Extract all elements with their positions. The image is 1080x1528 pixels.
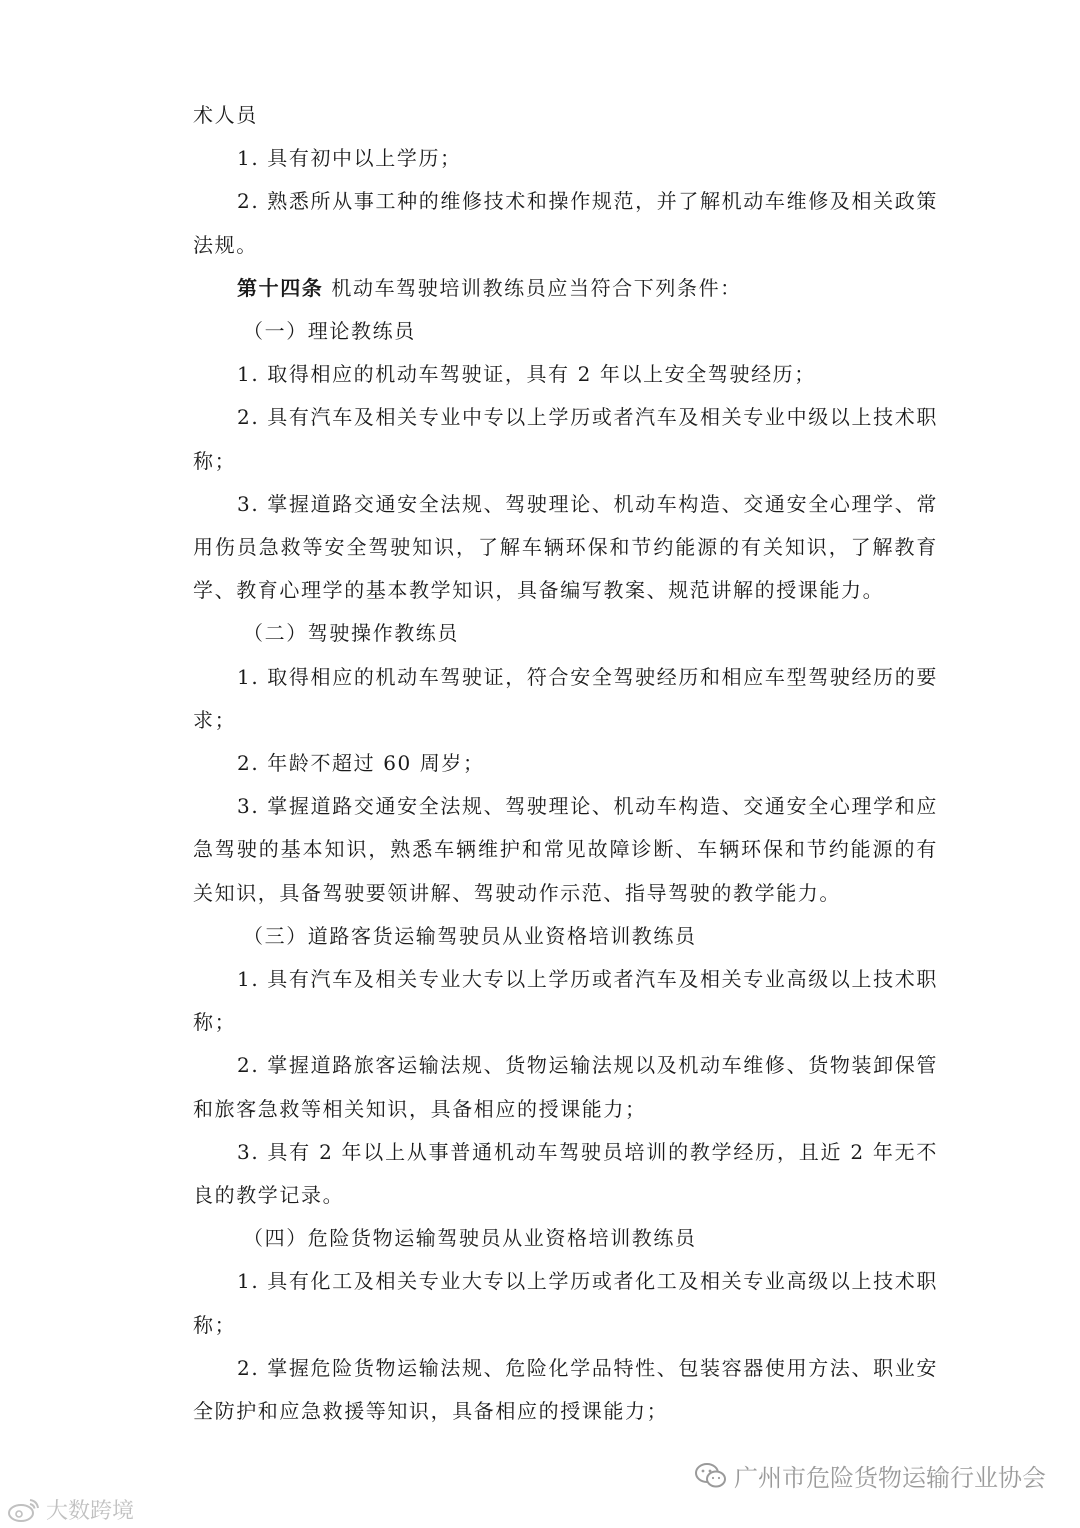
wechat-icon [694, 1461, 728, 1491]
weibo-account-name: 大数跨境 [46, 1499, 135, 1524]
article-14-paragraph [193, 267, 938, 310]
section-heading-3: （三）道路客货运输驾驶员从业资格培训教练员 [243, 923, 697, 948]
paragraph-2: 2. 熟悉所从事工种的维修技术和操作规范，并了解机动车维修及相关政策法规。 [193, 189, 938, 257]
paragraph-5: 1. 取得相应的机动车驾驶证，具有 2 年以上安全驾驶经历； [237, 362, 816, 387]
paragraph-13: 1. 具有汽车及相关专业大专以上学历或者汽车及相关专业高级以上技术职称； [193, 967, 938, 1035]
paragraph-9: 1. 取得相应的机动车驾驶证，符合安全驾驶经历和相应车型驾驶经历的要求； [193, 664, 938, 732]
section-heading-4: （四）危险货物运输驾驶员从业资格培训教练员 [243, 1226, 697, 1251]
paragraph-6: 2. 具有汽车及相关专业中专以上学历或者汽车及相关专业中级以上技术职称； [193, 405, 938, 473]
wechat-watermark [694, 1458, 1046, 1493]
paragraph-18: 2. 掌握危险货物运输法规、危险化学品特性、包装容器使用方法、职业安全防护和应急救援等知识，具备相应的授课能力； [193, 1355, 938, 1424]
paragraph-10: 2. 年龄不超过 60 周岁； [237, 751, 485, 776]
paragraph-11: 3. 掌握道路交通安全法规、驾驶理论、机动车构造、交通安全心理学和应急驾驶的基本知识，熟悉车辆维护和常见故障诊断、车辆环保和节约能源的有关知识，具备驾驶要领讲解、驾驶动作示范、指导驾驶的教学能力。 [193, 794, 938, 905]
weibo-icon [6, 1496, 42, 1524]
article-heading: 第十四条 [237, 275, 324, 300]
paragraph-17: 1. 具有化工及相关专业大专以上学历或者化工及相关专业高级以上技术职称； [193, 1269, 938, 1337]
paragraph-0: 术人员 [193, 103, 258, 127]
paragraph-15: 3. 具有 2 年以上从事普通机动车驾驶员培训的教学经历，且近 2 年无不良的教学记录。 [193, 1139, 938, 1208]
paragraph-1: 1. 具有初中以上学历； [237, 146, 462, 171]
section-heading-1: （一）理论教练员 [243, 319, 416, 344]
section-heading-2: （二）驾驶操作教练员 [243, 621, 459, 646]
paragraph-7: 3. 掌握道路交通安全法规、驾驶理论、机动车构造、交通安全心理学、常用伤员急救等安全驾驶知识，了解车辆环保和节约能源的有关知识，了解教育学、教育心理学的基本教学知识，具备编写教案、规范讲解的授课能力。 [193, 491, 938, 603]
weibo-watermark [6, 1494, 134, 1525]
document-body [193, 94, 938, 1433]
article-text: 机动车驾驶培训教练员应当符合下列条件： [323, 275, 742, 300]
paragraph-14: 2. 掌握道路旅客运输法规、货物运输法规以及机动车维修、货物装卸保管和旅客急救等相关知识，具备相应的授课能力； [193, 1053, 938, 1121]
wechat-account-name: 广州市危险货物运输行业协会 [734, 1464, 1046, 1492]
